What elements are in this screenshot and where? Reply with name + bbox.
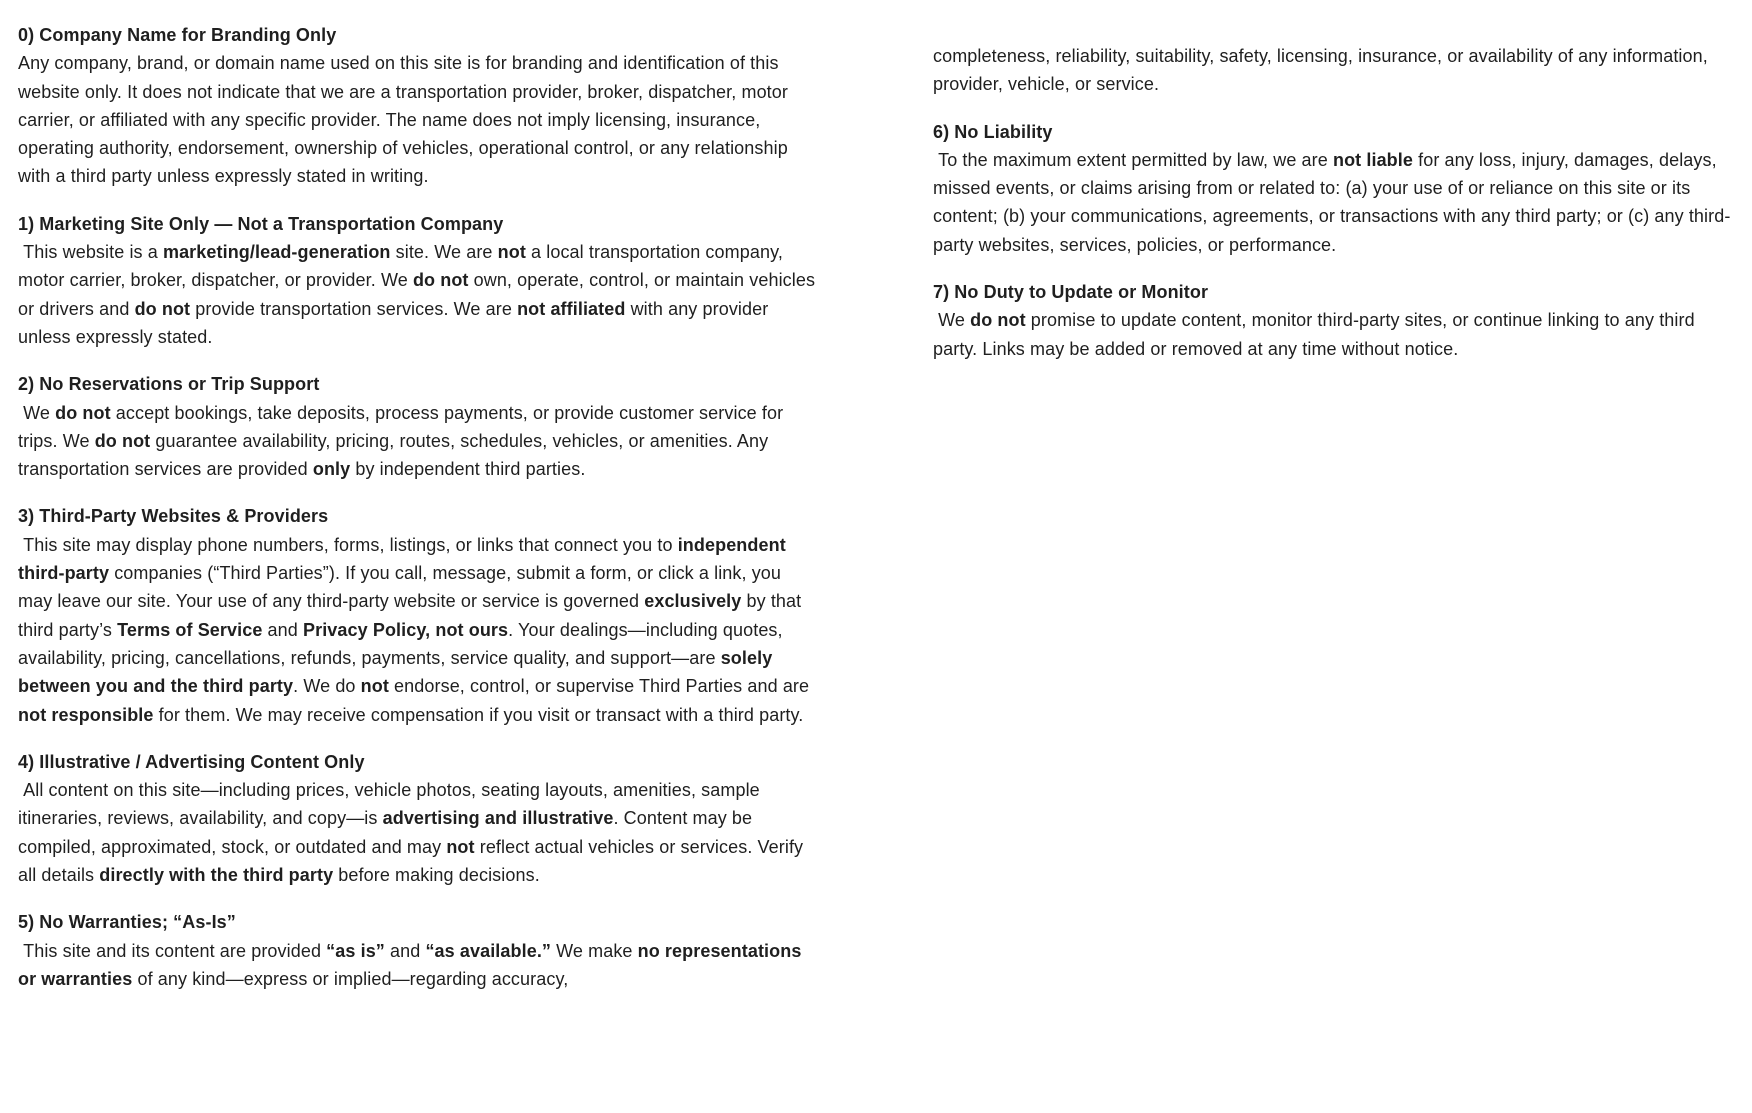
section-body — [18, 238, 820, 351]
bold-text-run: not — [360, 676, 389, 697]
bold-text-run: no representations or warranties — [18, 940, 807, 989]
text-run: by independent third parties. — [350, 459, 586, 480]
bold-text-run: do not — [412, 270, 469, 291]
text-run: endorse, control, or supervise Third Parties and are — [388, 676, 815, 697]
text-run: All content on this site—including prices, vehicle photos, seating layouts, amenities, sample itineraries, reviews, availability, and copy—is — [18, 780, 765, 829]
bold-text-run: “as is” — [326, 940, 385, 961]
bold-text-run: marketing/lead-generation — [162, 242, 391, 263]
section-body — [933, 42, 1733, 99]
bold-text-run: directly with the third party — [99, 865, 334, 886]
bold-text-run: “as available.” — [425, 940, 552, 961]
section — [933, 118, 1733, 259]
text-run: . Your dealings—including quotes, availability, pricing, cancellations, refunds, payments, service quality, and support—are — [18, 619, 788, 668]
section-body — [18, 399, 820, 484]
text-run: completeness, reliability, suitability, safety, licensing, insurance, or availability of any information, provider, vehicle, or service. — [933, 46, 1713, 95]
text-run: companies (“Third Parties”). If you call, message, submit a form, or click a link, you may leave our site. Your use of any third-party website or service is governed — [18, 563, 787, 612]
section-body — [933, 146, 1733, 259]
text-run: promise to update content, monitor third-party sites, or continue linking to any third party. Links may be added or removed at any time without notice. — [933, 310, 1700, 359]
section-heading: 5) No Warranties; “As-Is” — [18, 912, 236, 933]
section — [18, 21, 820, 191]
bold-text-run: not liable — [1332, 149, 1413, 170]
section-heading: 6) No Liability — [933, 121, 1053, 142]
text-run: To the maximum extent permitted by law, we are — [933, 149, 1333, 170]
text-run: for any loss, injury, damages, delays, missed events, or claims arising from or related to: (a) your use of or reliance on this site or its content; (b) your communications, agreements, or transactions with any third party; or (c) any third-party websites, services, policies, or performance. — [933, 149, 1731, 255]
section — [933, 42, 1733, 99]
section-heading: 4) Illustrative / Advertising Content Only — [18, 751, 365, 772]
text-run: by that third party’s — [18, 591, 807, 640]
section — [18, 908, 820, 993]
section-heading: 7) No Duty to Update or Monitor — [933, 282, 1209, 303]
column-left — [18, 21, 820, 993]
section — [18, 210, 820, 351]
bold-text-run: only — [312, 459, 351, 480]
section — [18, 748, 820, 889]
bold-text-run: independent third-party — [18, 534, 791, 584]
text-run: own, operate, control, or maintain vehicles or drivers and — [18, 270, 821, 319]
text-run: with any provider unless expressly stated. — [18, 298, 774, 347]
text-run: for them. We may receive compensation if you visit or transact with a third party. — [153, 704, 804, 725]
bold-text-run: do not — [94, 430, 151, 451]
bold-text-run: Privacy Policy, not ours — [303, 619, 509, 640]
section-body — [18, 776, 820, 889]
text-run: This site may display phone numbers, forms, listings, or links that connect you to — [18, 534, 678, 555]
bold-text-run: do not — [134, 298, 191, 319]
text-run: This site and its content are provided — [18, 940, 327, 961]
bold-text-run: exclusively — [644, 591, 742, 612]
section — [18, 502, 820, 728]
text-run: and — [384, 940, 426, 961]
text-run: and — [262, 619, 303, 640]
section-body — [18, 49, 820, 190]
section-body — [18, 531, 820, 729]
bold-text-run: not — [446, 836, 475, 857]
section-body — [933, 306, 1733, 363]
text-run: before making decisions. — [333, 865, 540, 886]
text-run: . Content may be compiled, approximated, stock, or outdated and may — [18, 808, 758, 857]
bold-text-run: do not — [55, 402, 111, 423]
bold-text-run: not responsible — [18, 704, 154, 725]
text-run: of any kind—express or implied—regarding accuracy, — [132, 968, 569, 989]
column-right — [933, 42, 1733, 363]
section-heading: 0) Company Name for Branding Only — [18, 25, 337, 45]
text-run: We — [18, 402, 56, 423]
bold-text-run: Terms of Service — [117, 619, 263, 640]
bold-text-run: not — [497, 242, 526, 263]
text-run: site. We are — [390, 242, 498, 263]
text-run: accept bookings, take deposits, process payments, or provide customer service for trips. We — [18, 402, 789, 451]
text-run: reflect actual vehicles or services. Verify all details — [18, 836, 809, 886]
bold-text-run: solely between you and the third party — [18, 647, 778, 697]
text-run: We make — [551, 940, 638, 961]
text-run: a local transportation company, motor carrier, broker, dispatcher, or provider. We — [18, 242, 789, 291]
text-run: . We do — [293, 676, 361, 697]
text-run: Any company, brand, or domain name used on this site is for branding and identification of this website only. It does not indicate that we are a transportation provider, broker, dispatcher, motor carrier, or affiliated with any specific provider. The name does not imply licensing, insurance, operating authority, endorsement, ownership of vehicles, operational control, or any relationship with a third party unless expressly stated in writing. — [18, 53, 794, 187]
section-heading: 3) Third-Party Websites & Providers — [18, 506, 329, 527]
section-heading: 1) Marketing Site Only — Not a Transportation Company — [18, 213, 504, 234]
section — [933, 278, 1733, 363]
section-heading: 2) No Reservations or Trip Support — [18, 374, 320, 395]
text-run: This website is a — [18, 242, 163, 263]
section-body — [18, 937, 820, 994]
bold-text-run: not affiliated — [517, 298, 626, 319]
bold-text-run: advertising and illustrative — [382, 808, 614, 829]
bold-text-run: do not — [970, 310, 1026, 331]
text-run: guarantee availability, pricing, routes, schedules, vehicles, or amenities. Any transportation services are provided — [18, 430, 774, 480]
text-run: provide transportation services. We are — [190, 298, 518, 319]
text-run: We — [933, 310, 971, 331]
section — [18, 370, 820, 483]
